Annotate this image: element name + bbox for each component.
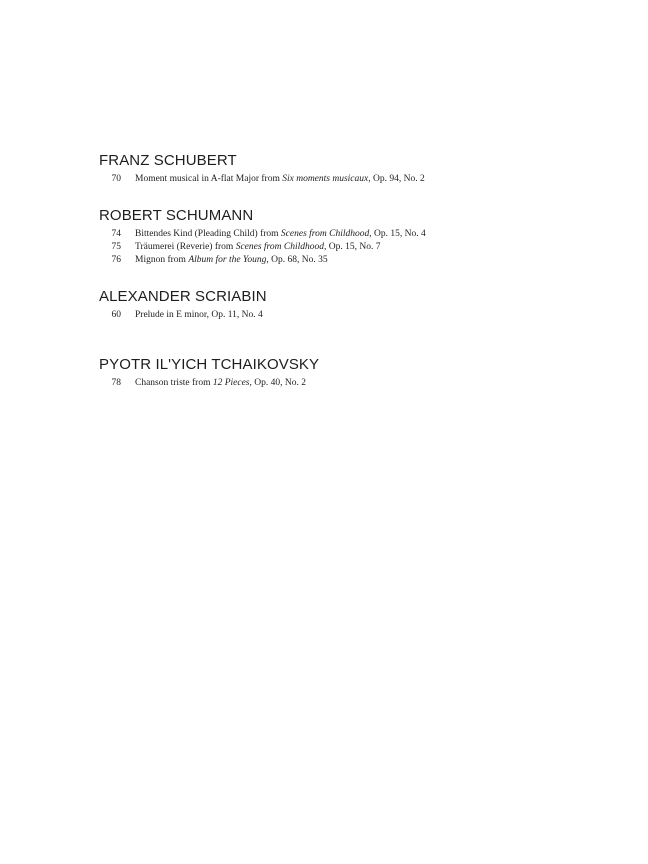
composer-heading: ALEXANDER SCRIABIN bbox=[99, 288, 267, 305]
piece-title: Moment musical in A-flat Major from Six moments musicaux, Op. 94, No. 2 bbox=[135, 174, 425, 184]
page-number: 75 bbox=[111, 242, 121, 252]
piece-title: Bittendes Kind (Pleading Child) from Scenes from Childhood, Op. 15, No. 4 bbox=[135, 229, 426, 239]
list-item bbox=[99, 254, 328, 267]
page-number: 78 bbox=[111, 378, 121, 388]
page-number: 60 bbox=[111, 310, 121, 320]
page-number: 74 bbox=[111, 229, 121, 239]
list-item bbox=[99, 309, 263, 322]
page-number: 70 bbox=[111, 174, 121, 184]
piece-title: Prelude in E minor, Op. 11, No. 4 bbox=[135, 310, 263, 320]
piece-title: Chanson triste from 12 Pieces, Op. 40, No. 2 bbox=[135, 378, 306, 388]
list-item bbox=[99, 377, 306, 390]
list-item bbox=[99, 228, 426, 241]
piece-title: Träumerei (Reverie) from Scenes from Childhood, Op. 15, No. 7 bbox=[135, 242, 381, 252]
list-item bbox=[99, 241, 381, 254]
composer-heading: PYOTR IL'YICH TCHAIKOVSKY bbox=[99, 356, 320, 373]
list-item bbox=[99, 173, 425, 186]
composer-heading: ROBERT SCHUMANN bbox=[99, 207, 254, 224]
piece-title: Mignon from Album for the Young, Op. 68, No. 35 bbox=[135, 255, 328, 265]
page-number: 76 bbox=[111, 255, 121, 265]
composer-heading: FRANZ SCHUBERT bbox=[99, 152, 237, 169]
